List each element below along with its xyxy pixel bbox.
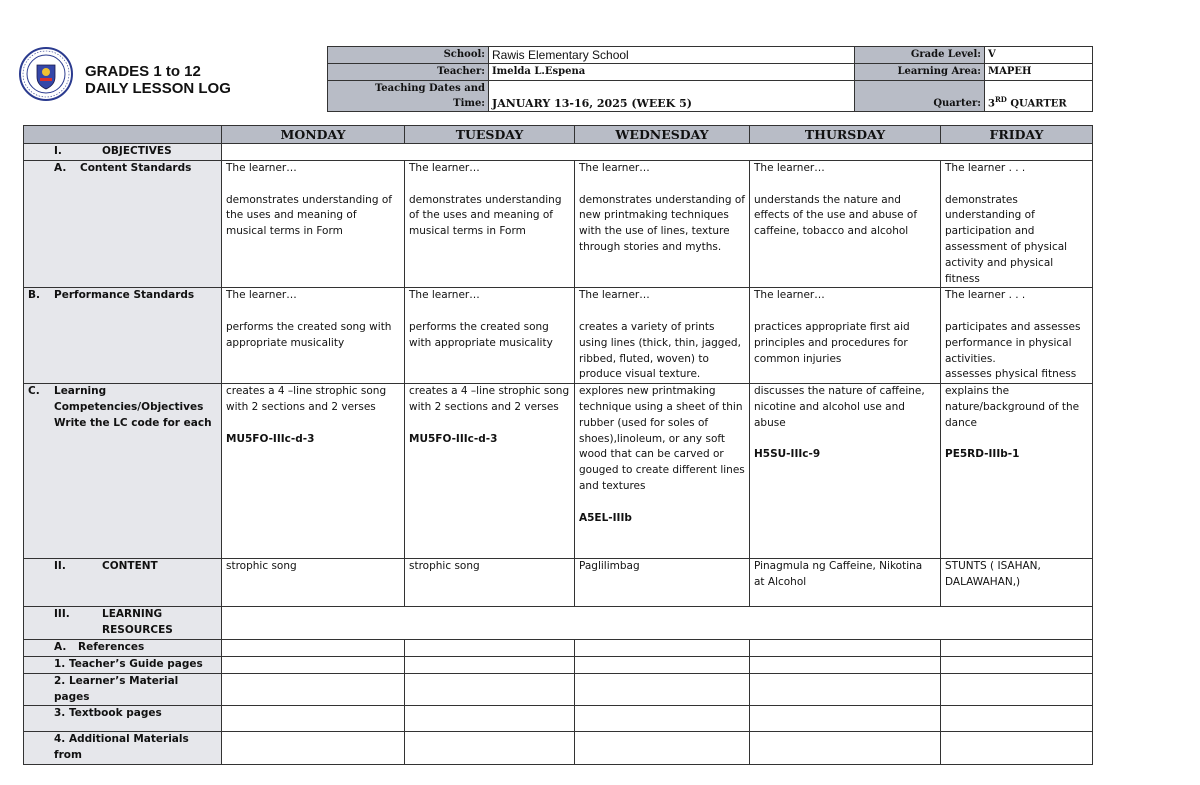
content-standard-intro: The learner…	[226, 162, 297, 174]
content-standard-text: understands the nature and effects of the use and abuse of caffeine, tobacco and alcohol	[754, 193, 918, 238]
objectives-number: I.	[54, 145, 62, 157]
content-tuesday: strophic song	[405, 559, 575, 607]
additional-materials-thursday	[750, 732, 941, 765]
day-header-tuesday: TUESDAY	[405, 126, 575, 144]
performance-standard-text: performs the created song with appropriate musicality	[226, 320, 392, 349]
quarter-word: QUARTER	[1010, 98, 1067, 109]
teachers-guide-tuesday	[405, 656, 575, 673]
learners-material-thursday	[750, 673, 941, 706]
competency-code: PE5RD-IIIb-1	[945, 448, 1020, 461]
references-friday	[941, 639, 1093, 656]
textbook-wednesday	[575, 706, 750, 732]
quarter-label: Quarter:	[855, 81, 985, 112]
content-standards-number: A.	[54, 162, 67, 174]
row-label-competencies	[24, 384, 222, 559]
row-label-references	[24, 639, 222, 656]
area-label: Learning Area:	[855, 64, 985, 81]
references-monday	[222, 639, 405, 656]
day-header-wednesday: WEDNESDAY	[575, 126, 750, 144]
area-value: MAPEH	[985, 64, 1093, 81]
row-label-learners-material: 2. Learner’s Material pages	[24, 673, 222, 706]
competency-code: A5EL-IIIb	[579, 511, 632, 524]
dates-value: JANUARY 13-16, 2025 (WEEK 5)	[489, 81, 855, 112]
content-thursday: Pinagmula ng Caffeine, Nikotina at Alcohol	[750, 559, 941, 607]
performance-standards-number: B.	[28, 289, 40, 302]
performance-standard-text: creates a variety of prints using lines (thick, thin, jagged, ribbed, fluted, woven) to produce visual texture.	[579, 320, 741, 381]
competencies-label-1: Learning	[54, 385, 107, 398]
performance-standard-text: practices appropriate first aid principles and procedures for common injuries	[754, 320, 910, 365]
performance-standard-tuesday	[405, 288, 575, 384]
content-standard-tuesday	[405, 161, 575, 288]
competency-text: explains the nature/background of the dance	[945, 385, 1080, 429]
teacher-label: Teacher:	[328, 64, 489, 81]
school-value: Rawis Elementary School	[489, 47, 855, 64]
title-line-1: GRADES 1 to 12	[85, 63, 201, 80]
content-standard-intro: The learner…	[754, 162, 825, 174]
school-label: School:	[328, 47, 489, 64]
row-label-learning-resources	[24, 607, 222, 640]
content-standard-wednesday	[575, 161, 750, 288]
row-label-objectives	[24, 144, 222, 161]
performance-standard-intro: The learner . . .	[945, 289, 1026, 302]
page-title	[85, 63, 231, 97]
content-monday: strophic song	[222, 559, 405, 607]
grade-label: Grade Level:	[855, 47, 985, 64]
dates-label	[328, 81, 489, 112]
row-label-content-standards	[24, 161, 222, 288]
additional-materials-friday	[941, 732, 1093, 765]
deped-seal-logo	[19, 47, 73, 101]
learning-resources-label-1: LEARNING	[102, 608, 163, 621]
performance-standard-thursday	[750, 288, 941, 384]
performance-standard-monday	[222, 288, 405, 384]
content-standard-thursday	[750, 161, 941, 288]
learners-material-friday	[941, 673, 1093, 706]
performance-standard-intro: The learner…	[226, 289, 297, 302]
quarter-suffix: RD	[994, 94, 1007, 104]
references-number: A.	[54, 640, 67, 653]
competency-text: explores new printmaking technique using a sheet of thin rubber (used for soles of shoes),linoleum, or any soft wood that can be carved or gouged to create different lines and textures	[579, 385, 745, 492]
performance-standard-intro: The learner…	[409, 289, 480, 302]
content-standard-intro: The learner…	[579, 162, 650, 174]
performance-standard-intro: The learner…	[579, 289, 650, 302]
row-label-performance-standards	[24, 288, 222, 384]
content-standard-monday	[222, 161, 405, 288]
textbook-tuesday	[405, 706, 575, 732]
performance-standard-extra: assesses physical fitness	[945, 368, 1077, 381]
performance-standard-text: participates and assesses performance in physical activities.	[945, 320, 1081, 365]
competency-text: creates a 4 –line strophic song with 2 sections and 2 verses	[226, 385, 387, 413]
content-standard-intro: The learner . . .	[945, 162, 1026, 174]
competency-friday	[941, 384, 1093, 559]
competencies-label-3: Write the LC code for each	[54, 416, 212, 429]
competency-wednesday	[575, 384, 750, 559]
content-standard-text: demonstrates understanding of participation and assessment of physical activity and physical fitness	[945, 193, 1068, 285]
row-label-teachers-guide: 1. Teacher’s Guide pages	[24, 656, 222, 673]
learners-material-wednesday	[575, 673, 750, 706]
dates-label-line2: Time:	[453, 98, 485, 109]
competency-code: MU5FO-IIIc-d-3	[409, 432, 498, 445]
content-standard-friday	[941, 161, 1093, 288]
competency-text: discusses the nature of caffeine, nicotine and alcohol use and abuse	[754, 385, 925, 429]
teachers-guide-monday	[222, 656, 405, 673]
teachers-guide-thursday	[750, 656, 941, 673]
content-standards-label: Content Standards	[80, 162, 192, 174]
content-number: II.	[54, 560, 66, 573]
competency-text: creates a 4 –line strophic song with 2 sections and 2 verses	[409, 385, 570, 413]
content-standard-text: demonstrates understanding of new printmaking techniques with the use of lines, texture through stories and myths.	[579, 193, 745, 253]
competency-code: H5SU-IIIc-9	[754, 448, 821, 461]
teachers-guide-wednesday	[575, 656, 750, 673]
competency-tuesday	[405, 384, 575, 559]
lesson-log-table	[23, 125, 1093, 765]
textbook-monday	[222, 706, 405, 732]
references-tuesday	[405, 639, 575, 656]
content-standard-text: demonstrates understanding of the uses and meaning of musical terms in Form	[226, 193, 392, 238]
objectives-empty	[222, 144, 1093, 161]
references-thursday	[750, 639, 941, 656]
dates-label-line1: Teaching Dates and	[374, 83, 485, 94]
corner-cell	[24, 126, 222, 144]
additional-materials-wednesday	[575, 732, 750, 765]
learning-resources-empty	[222, 607, 1093, 640]
learners-material-monday	[222, 673, 405, 706]
performance-standard-text: performs the created song with appropriate musicality	[409, 320, 553, 349]
competency-monday	[222, 384, 405, 559]
row-label-additional-materials: 4. Additional Materials from	[24, 732, 222, 765]
title-line-2: DAILY LESSON LOG	[85, 80, 231, 97]
teacher-value: Imelda L.Espena	[489, 64, 855, 81]
row-label-textbook: 3. Textbook pages	[24, 706, 222, 732]
performance-standard-intro: The learner…	[754, 289, 825, 302]
competency-thursday	[750, 384, 941, 559]
day-header-thursday: THURSDAY	[750, 126, 941, 144]
performance-standard-friday	[941, 288, 1093, 384]
content-standard-intro: The learner…	[409, 162, 480, 174]
content-friday: STUNTS ( ISAHAN, DALAWAHAN,)	[941, 559, 1093, 607]
learners-material-tuesday	[405, 673, 575, 706]
quarter-value	[985, 81, 1093, 112]
teachers-guide-friday	[941, 656, 1093, 673]
header-info-table	[327, 46, 1093, 112]
textbook-friday	[941, 706, 1093, 732]
quarter-number: 3	[988, 98, 995, 109]
competencies-label-2: Competencies/Objectives	[54, 400, 204, 413]
performance-standards-label: Performance Standards	[54, 289, 195, 302]
competencies-number: C.	[28, 385, 40, 398]
additional-materials-monday	[222, 732, 405, 765]
content-standard-text: demonstrates understanding of the uses and meaning of musical terms in Form	[409, 193, 562, 238]
day-header-monday: MONDAY	[222, 126, 405, 144]
content-label: CONTENT	[102, 560, 158, 573]
references-wednesday	[575, 639, 750, 656]
learning-resources-label-2: RESOURCES	[102, 623, 173, 636]
textbook-thursday	[750, 706, 941, 732]
content-wednesday: Paglilimbag	[575, 559, 750, 607]
objectives-label: OBJECTIVES	[102, 145, 172, 157]
day-header-friday: FRIDAY	[941, 126, 1093, 144]
row-label-content	[24, 559, 222, 607]
references-label: References	[78, 640, 145, 653]
additional-materials-tuesday	[405, 732, 575, 765]
performance-standard-wednesday	[575, 288, 750, 384]
grade-value: V	[985, 47, 1093, 64]
learning-resources-number: III.	[54, 608, 70, 621]
competency-code: MU5FO-IIIc-d-3	[226, 432, 315, 445]
